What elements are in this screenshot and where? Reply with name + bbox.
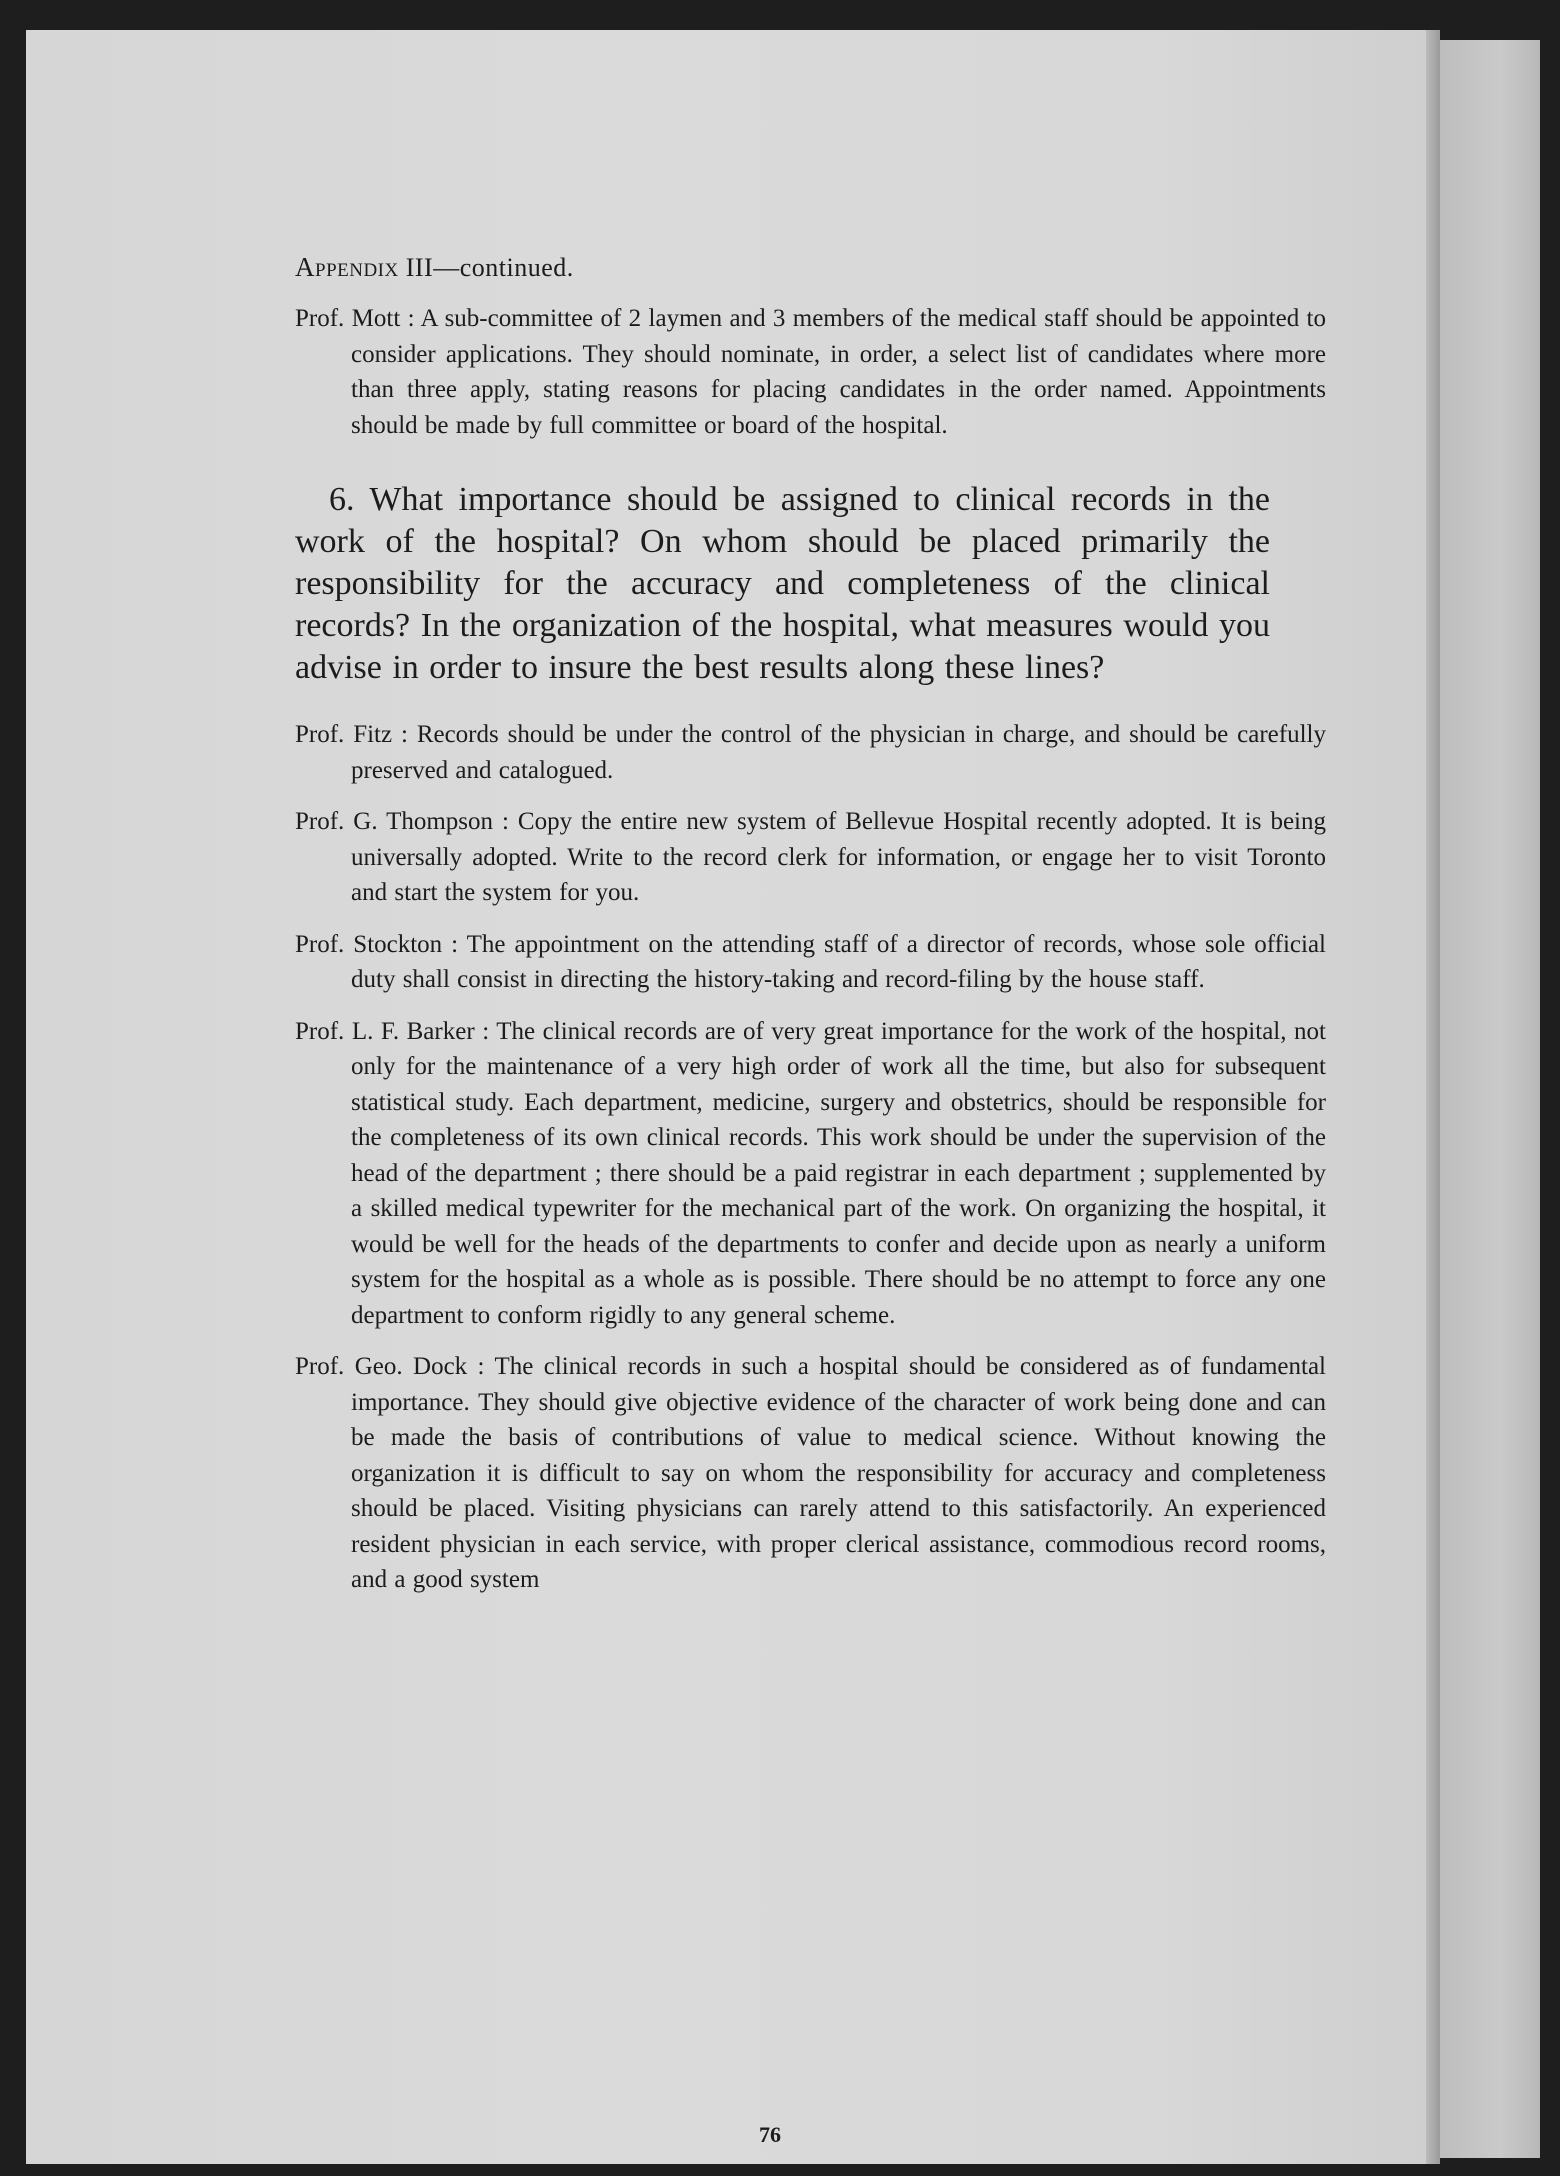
answer-mott: Prof. Mott : A sub-committee of 2 laymen and 3 members of the medical staff should be appointed to consider applications. They should nominate, in order, a select list of candidates where more than three apply, stating reasons for placing candidates in the order named. Appointments should be made by full committee or board of the hospital. [295,305,1326,439]
appendix-heading [295,252,1270,283]
facing-page-edge [1440,40,1540,2158]
book-page [26,30,1426,2164]
answer-thompson: Prof. G. Thompson : Copy the entire new system of Bellevue Hospital recently adopted. It is being universally adopted. Write to the record clerk for information, or engage her to visit Toronto and start the system for you. [295,808,1326,906]
page-number: 76 [759,2122,781,2147]
question-6: 6. What importance should be assigned to clinical records in the work of the hospital? On whom should be placed primarily the responsibility for the accuracy and completeness of the clinical records? In the organization of the hospital, what measures would you advise in order to insure the best results along these lines? [295,481,1270,686]
answer-barker: Prof. L. F. Barker : The clinical records are of very great importance for the work of the hospital, not only for the maintenance of a very high order of work all the time, but also for subsequent statistical study. Each department, medicine, surgery and obstetrics, should be responsible for the completeness of its own clinical records. This work should be under the supervision of the head of the department ; there should be a paid registrar in each department ; supplemented by a skilled medical typewriter for the mechanical part of the work. On organizing the hospital, it would be well for the heads of the departments to confer and decide upon as nearly a uniform system for the hospital as a whole as is possible. There should be no attempt to force any one department to conform rigidly to any general scheme. [295,1017,1326,1329]
appendix-continued: III—continued. [405,253,574,282]
answer-dock: Prof. Geo. Dock : The clinical records in such a hospital should be considered as of fundamental importance. They should give objective evidence of the character of work being done and can be made the basis of contributions of value to medical science. Without knowing the organization it is difficult to say on whom the responsibility for accuracy and completeness should be placed. Visiting physicians can rarely attend to this satisfactorily. An experienced resident physician in each service, with proper clerical assistance, commodious record rooms, and a good system [295,1353,1326,1593]
answer-stockton: Prof. Stockton : The appointment on the attending staff of a director of records, whose sole official duty shall consist in directing the history-taking and record-filing by the house staff. [295,930,1326,993]
page-content [270,252,1326,2147]
appendix-word: Appendix [295,252,399,282]
answer-fitz: Prof. Fitz : Records should be under the control of the physician in charge, and should be carefully preserved and catalogued. [295,721,1326,784]
